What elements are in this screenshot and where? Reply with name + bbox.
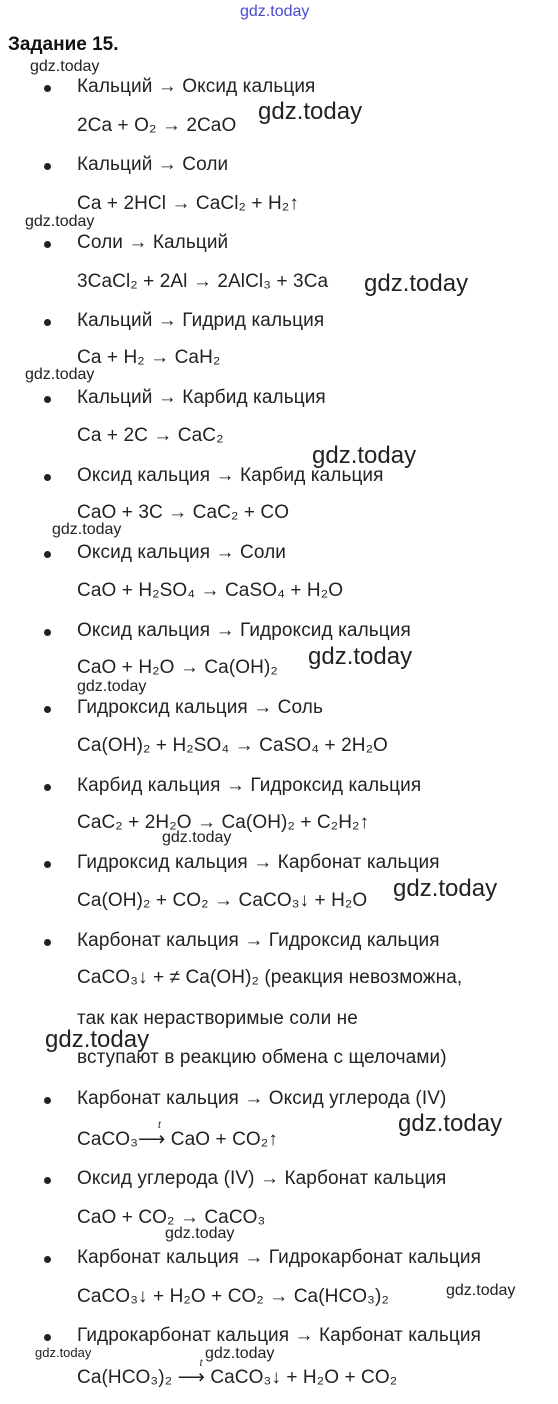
item-label: Соли → Кальций bbox=[77, 232, 229, 253]
item-label: Карбонат кальция → Гидрокарбонат кальция bbox=[77, 1247, 481, 1268]
item-equation: 3CaCl₂ + 2Al → 2AlCl₃ + 3Ca bbox=[77, 271, 329, 292]
item-equation: CaO + H₂SO₄ → CaSO₄ + H₂O bbox=[77, 580, 344, 601]
watermark: gdz.today bbox=[162, 829, 232, 846]
watermark: gdz.today bbox=[45, 1026, 150, 1053]
watermark: gdz.today bbox=[446, 1282, 516, 1299]
bullet-icon bbox=[44, 551, 51, 558]
bullet-icon bbox=[44, 939, 51, 946]
bullet-icon bbox=[44, 163, 51, 170]
item-note: так как нерастворимые соли не bbox=[77, 1008, 358, 1029]
item-equation: Ca + H₂ → CaH₂ bbox=[77, 347, 221, 368]
bullet-icon bbox=[44, 706, 51, 713]
watermark: gdz.today bbox=[52, 521, 122, 538]
bullet-icon bbox=[44, 629, 51, 636]
item-label: Оксид кальция → Соли bbox=[77, 542, 286, 563]
watermark: gdz.today bbox=[364, 270, 469, 297]
item-equation: CaC₂ + 2H₂O → Ca(OH)₂ + C₂H₂↑ bbox=[77, 812, 370, 833]
watermark: gdz.today bbox=[398, 1110, 503, 1137]
bullet-icon bbox=[44, 474, 51, 481]
item-equation: CaCO₃↓ + H₂O + CO₂ → Ca(HCO₃)₂ bbox=[77, 1286, 389, 1307]
item-equation bbox=[77, 1358, 398, 1389]
item-label: Гидроксид кальция → Карбонат кальция bbox=[77, 852, 440, 873]
heat-label: t bbox=[158, 1120, 161, 1131]
item-label: Карбид кальция → Гидроксид кальция bbox=[77, 775, 422, 796]
watermark: gdz.today bbox=[308, 643, 413, 670]
bullet-icon bbox=[44, 1097, 51, 1104]
watermark: gdz.today bbox=[77, 678, 147, 695]
item-label: Оксид кальция → Карбид кальция bbox=[77, 465, 384, 486]
item-label: Кальций → Карбид кальция bbox=[77, 387, 326, 408]
bullet-icon bbox=[44, 85, 51, 92]
item-label: Кальций → Соли bbox=[77, 154, 229, 175]
heat-arrow-icon: t ⟶ bbox=[177, 1358, 205, 1388]
item-label: Гидрокарбонат кальция → Карбонат кальция bbox=[77, 1325, 481, 1346]
equation-right: CaCO₃↓ + H₂O + CO₂ bbox=[210, 1367, 398, 1388]
item-label: Оксид углерода (IV) → Карбонат кальция bbox=[77, 1168, 447, 1189]
item-label: Кальций → Гидрид кальция bbox=[77, 310, 325, 331]
watermark: gdz.today bbox=[35, 1345, 92, 1360]
watermark: gdz.today bbox=[205, 1345, 275, 1362]
bullet-icon bbox=[44, 1177, 51, 1184]
item-label: Кальций → Оксид кальция bbox=[77, 76, 316, 97]
item-equation: Ca(OH)₂ + CO₂ → CaCO₃↓ + H₂O bbox=[77, 890, 368, 911]
item-label: Оксид кальция → Гидроксид кальция bbox=[77, 620, 411, 641]
item-equation: Ca + 2C → CaC₂ bbox=[77, 425, 224, 446]
item-equation: Ca(OH)₂ + H₂SO₄ → CaSO₄ + 2H₂O bbox=[77, 735, 388, 756]
item-equation: 2Ca + O₂ → 2CaO bbox=[77, 115, 237, 136]
bullet-icon bbox=[44, 1256, 51, 1263]
item-equation: CaO + CO₂ → CaCO₃ bbox=[77, 1207, 266, 1228]
bullet-icon bbox=[44, 861, 51, 868]
item-equation: CaO + H₂O → Ca(OH)₂ bbox=[77, 657, 278, 678]
watermark: gdz.today bbox=[30, 58, 100, 75]
item-equation bbox=[77, 1120, 278, 1151]
watermark: gdz.today bbox=[165, 1225, 235, 1242]
watermark: gdz.today bbox=[258, 98, 363, 125]
item-note: вступают в реакцию обмена с щелочами) bbox=[77, 1047, 447, 1068]
bullet-icon bbox=[44, 784, 51, 791]
watermark-top: gdz.today bbox=[240, 3, 310, 20]
item-equation: CaO + 3C → CaC₂ + CO bbox=[77, 502, 290, 523]
bullet-icon bbox=[44, 319, 51, 326]
watermark: gdz.today bbox=[312, 442, 417, 469]
equation-left: Ca(HCO₃)₂ bbox=[77, 1367, 173, 1388]
watermark: gdz.today bbox=[25, 366, 95, 383]
watermark: gdz.today bbox=[393, 875, 498, 902]
bullet-icon bbox=[44, 241, 51, 248]
equation-left: CaCO₃ bbox=[77, 1129, 139, 1150]
page-title: Задание 15. bbox=[8, 34, 119, 55]
item-label: Гидроксид кальция → Соль bbox=[77, 697, 323, 718]
item-label: Карбонат кальция → Оксид углерода (IV) bbox=[77, 1088, 447, 1109]
heat-label: t bbox=[199, 1358, 203, 1369]
item-equation: Ca + 2HCl → CaCl₂ + H₂↑ bbox=[77, 193, 299, 214]
bullet-icon bbox=[44, 1334, 51, 1341]
heat-arrow-icon: t ⟶ bbox=[138, 1120, 166, 1150]
item-label: Карбонат кальция → Гидроксид кальция bbox=[77, 930, 440, 951]
watermark: gdz.today bbox=[25, 213, 95, 230]
item-equation: CaCO₃↓ + ≠ Ca(OH)₂ (реакция невозможна, bbox=[77, 967, 463, 988]
bullet-icon bbox=[44, 396, 51, 403]
equation-right: CaO + CO₂↑ bbox=[170, 1129, 278, 1150]
